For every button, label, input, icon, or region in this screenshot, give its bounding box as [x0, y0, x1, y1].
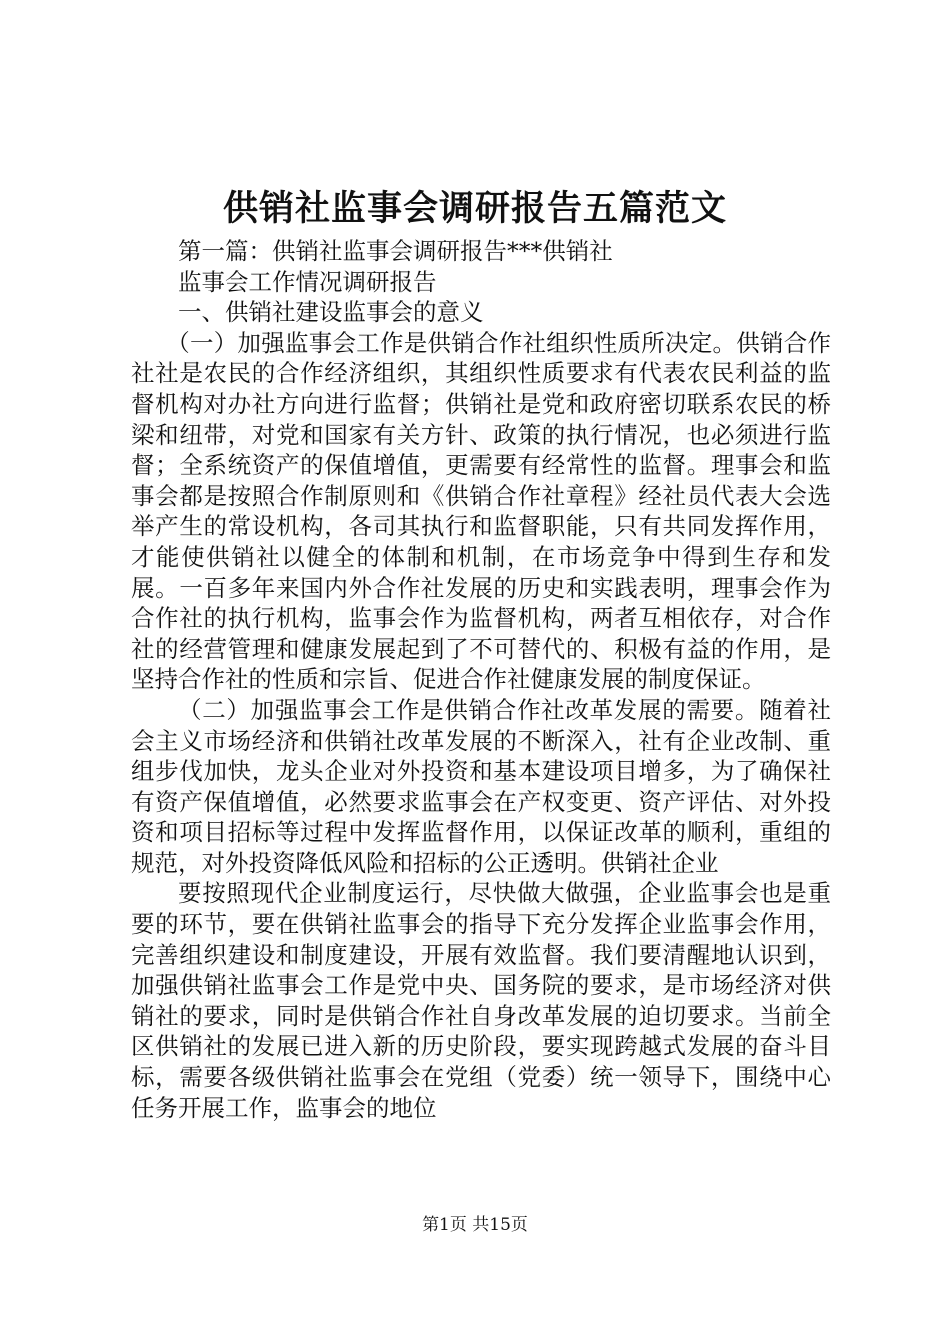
document-title: 供销社监事会调研报告五篇范文	[222, 188, 727, 229]
paragraph-report-subtitle: 监事会工作情况调研报告	[178, 267, 437, 296]
paragraph-section-heading: 一、供销社建设监事会的意义	[178, 298, 484, 327]
document-body	[131, 236, 831, 1123]
paragraph-body: （一）加强监事会工作是供销合作社组织性质所决定。供销合作社社是农民的合作经济组织，其组织性质要求有代表农民利益的监督机构对办社方向进行监督；供销社是党和政府密切联系农民的桥梁和纽带，对党和国家有关方针、政策的执行情况，也必须进行监督；全系统资产的保值增值，更需要有经常性的监督。理事会和监事会都是按照合作制原则和《供销合作社章程》经社员代表大会选举产生的常设机构，各司其执行和监督职能，只有共同发挥作用，才能使供销社以健全的体制和机制，在市场竞争中得到生存和发展。一百多年来国内外合作社发展的历史和实践表明，理事会作为合作社的执行机构，监事会作为监督机构，两者互相依存，对合作社的经营管理和健康发展起到了不可替代的、积极有益的作用，是坚持合作社的性质和宗旨、促进合作社健康发展的制度保证。	[131, 328, 831, 694]
paragraph-body: 要按照现代企业制度运行，尽快做大做强，企业监事会也是重要的环节，要在供销社监事会的指导下充分发挥企业监事会作用，完善组织建设和制度建设，开展有效监督。我们要清醒地认识到，加强供销社监事会工作是党中央、国务院的要求，是市场经济对供销社的要求，同时是供销合作社自身改革发展的迫切要求。当前全区供销社的发展已进入新的历史阶段，要实现跨越式发展的奋斗目标，需要各级供销社监事会在党组（党委）统一领导下，围绕中心任务开展工作，监事会的地位	[131, 879, 831, 1122]
page-number-footer: 第1页 共15页	[422, 1215, 528, 1235]
paragraph-body: （二）加强监事会工作是供销合作社改革发展的需要。随着社会主义市场经济和供销社改革发展的不断深入，社有企业改制、重组步伐加快，龙头企业对外投资和基本建设项目增多，为了确保社有资产保值增值，必然要求监事会在产权变更、资产评估、对外投资和项目招标等过程中发挥监督作用，以保证改革的顺利，重组的规范，对外投资降低风险和招标的公正透明。供销社企业	[131, 695, 831, 877]
paragraph-chapter-heading: 第一篇：供销社监事会调研报告***供销社	[178, 237, 613, 265]
